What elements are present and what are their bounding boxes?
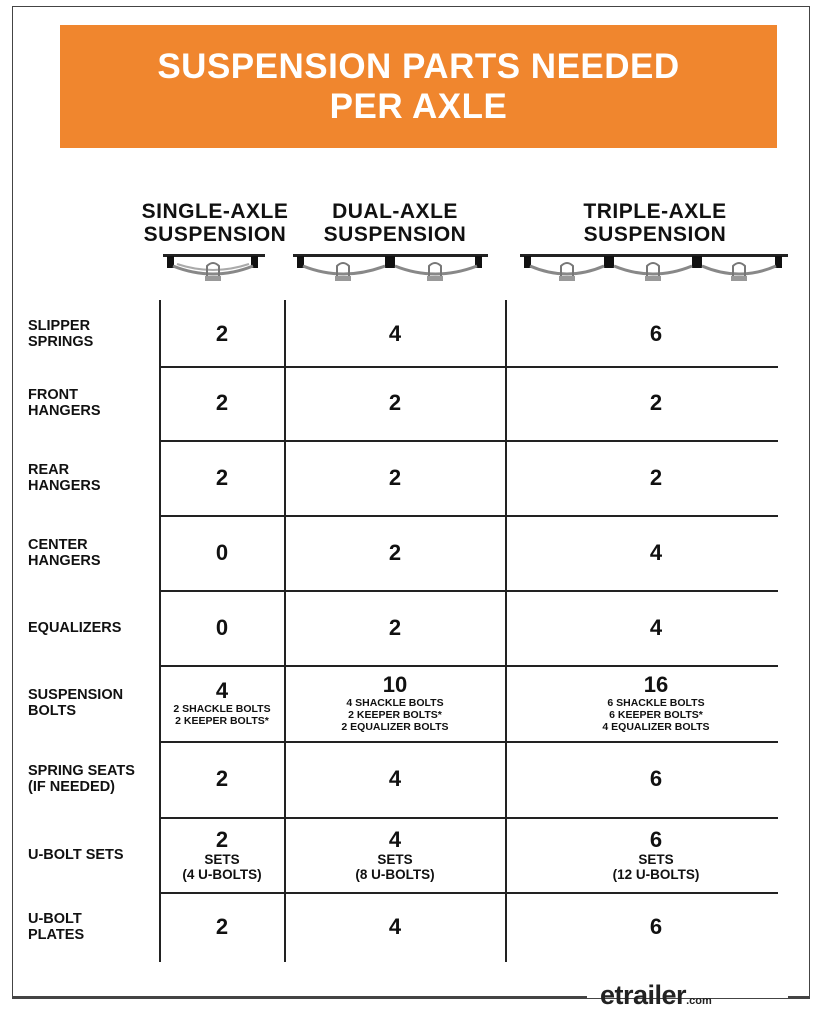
grid-hline (160, 366, 778, 368)
title-line-1: SUSPENSION PARTS NEEDED (157, 46, 680, 86)
etrailer-logo: etrailer.com (600, 980, 712, 1010)
cell-value: 10 (382, 672, 408, 697)
cell-detail: 4 EQUALIZER BOLTS (602, 721, 710, 733)
cell-detail: 2 EQUALIZER BOLTS (341, 721, 449, 733)
cell-value: 16 (643, 672, 669, 697)
cell-value: 2 (388, 614, 402, 640)
table-cell (160, 915, 284, 939)
table-cell (506, 391, 806, 415)
row-label: SUSPENSION BOLTS (28, 687, 124, 719)
grid-hline (160, 590, 778, 592)
table-cell (506, 541, 806, 565)
cell-value: 4 (388, 914, 402, 939)
title-banner (60, 25, 777, 148)
table-cell (285, 616, 505, 640)
table-cell (160, 679, 284, 727)
cell-value: 2 (388, 539, 402, 565)
cell-value: 4 (388, 321, 402, 346)
row-label: U-BOLT SETS (28, 846, 124, 863)
cell-value: 2 (215, 826, 229, 852)
table-cell (506, 767, 806, 791)
cell-value: 6 (649, 826, 663, 852)
column-header-dual-axle: DUAL-AXLE SUSPENSION (323, 200, 467, 246)
footer-line-right (788, 996, 810, 998)
title-line-2: PER AXLE (329, 86, 508, 126)
cell-detail: 2 KEEPER BOLTS* (175, 715, 269, 727)
single-axle-suspension-icon (163, 252, 265, 286)
cell-value: 2 (215, 464, 229, 490)
table-cell (506, 322, 806, 346)
cell-value: 4 (388, 826, 402, 852)
table-cell (506, 616, 806, 640)
cell-value: 6 (649, 914, 663, 939)
row-label: U-BOLT PLATES (28, 911, 85, 943)
cell-value: 2 (215, 390, 229, 415)
table-cell (160, 322, 284, 346)
cell-sets-detail: (4 U-BOLTS) (182, 866, 262, 882)
cell-detail: 2 SHACKLE BOLTS (173, 703, 271, 715)
cell-value: 4 (388, 766, 402, 791)
table-cell (285, 466, 505, 490)
grid-hline (160, 440, 778, 442)
row-label: REAR HANGERS (28, 461, 101, 494)
cell-sets-detail: SETS (204, 851, 240, 867)
grid-hline (160, 817, 778, 819)
grid-hline (160, 665, 778, 667)
triple-axle-suspension-icon (520, 252, 788, 286)
column-header-single-axle: SINGLE-AXLE SUSPENSION (141, 200, 289, 246)
cell-detail: 2 KEEPER BOLTS* (348, 709, 442, 721)
table-cell (285, 673, 505, 733)
cell-value: 6 (649, 321, 663, 346)
cell-value: 4 (649, 614, 663, 640)
table-cell (285, 322, 505, 346)
cell-value: 2 (649, 390, 663, 415)
table-cell (285, 541, 505, 565)
cell-value: 2 (388, 390, 402, 415)
table-cell (506, 828, 806, 882)
table-cell (285, 391, 505, 415)
table-cell (285, 828, 505, 882)
grid-hline (160, 892, 778, 894)
row-label: EQUALIZERS (28, 619, 122, 636)
cell-sets-detail: (8 U-BOLTS) (355, 866, 435, 882)
cell-value: 2 (388, 464, 402, 490)
cell-value: 0 (215, 539, 229, 565)
grid-hline (160, 741, 778, 743)
cell-sets-detail: SETS (638, 851, 674, 867)
row-label: CENTER HANGERS (28, 536, 101, 569)
cell-detail: 6 SHACKLE BOLTS (607, 697, 705, 709)
cell-value: 6 (649, 766, 663, 791)
footer-line-left (12, 996, 587, 998)
cell-detail: 6 KEEPER BOLTS* (609, 709, 703, 721)
cell-value: 2 (215, 914, 229, 939)
table-cell (160, 541, 284, 565)
table-cell (506, 466, 806, 490)
table-cell (506, 915, 806, 939)
dual-axle-suspension-icon (293, 252, 488, 286)
row-label: SPRING SEATS (IF NEEDED) (28, 763, 135, 795)
row-label: SLIPPER SPRINGS (28, 318, 94, 350)
cell-value: 2 (649, 464, 663, 490)
table-cell (160, 466, 284, 490)
cell-value: 4 (215, 678, 229, 703)
cell-value: 2 (215, 766, 229, 791)
column-header-triple-axle: TRIPLE-AXLE SUSPENSION (583, 200, 727, 246)
cell-value: 0 (215, 614, 229, 640)
table-cell (506, 673, 806, 733)
grid-hline (160, 515, 778, 517)
table-cell (160, 828, 284, 882)
table-cell (285, 915, 505, 939)
table-cell (160, 391, 284, 415)
table-cell (160, 767, 284, 791)
cell-sets-detail: (12 U-BOLTS) (612, 866, 700, 882)
table-cell (285, 767, 505, 791)
cell-value: 4 (649, 539, 663, 565)
table-cell (160, 616, 284, 640)
cell-value: 2 (215, 321, 229, 346)
cell-detail: 4 SHACKLE BOLTS (346, 697, 444, 709)
row-label: FRONT HANGERS (28, 387, 101, 419)
cell-sets-detail: SETS (377, 851, 413, 867)
